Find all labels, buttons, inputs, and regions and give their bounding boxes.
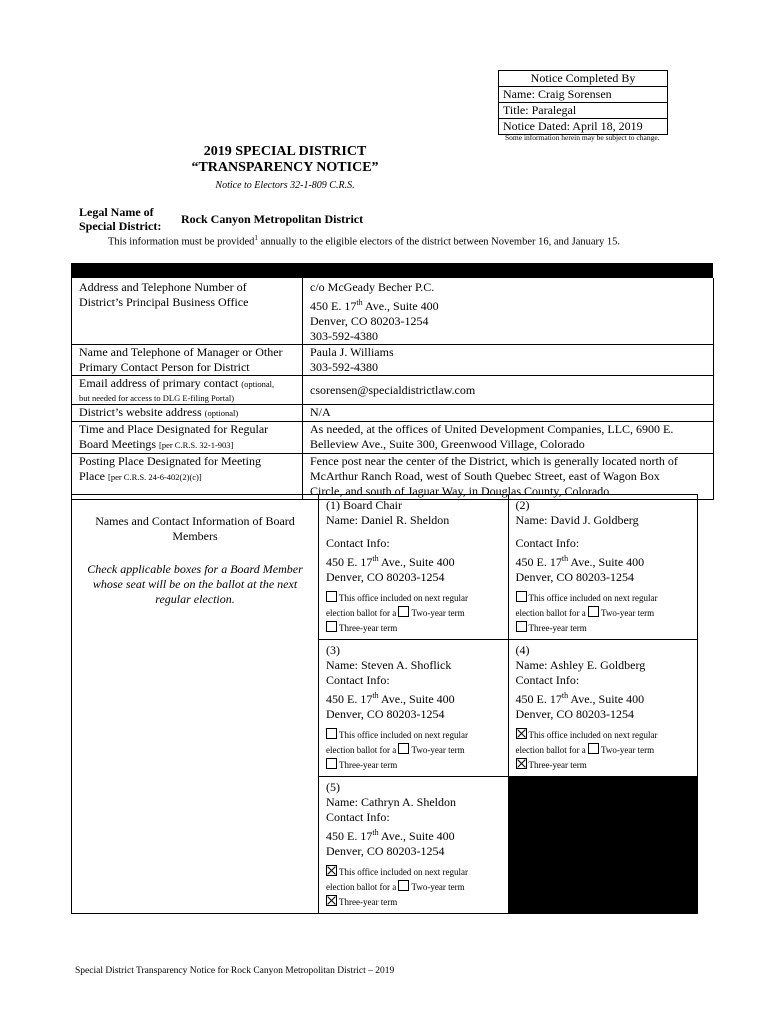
email-label-note: but needed for access to DLG E-filing Portal): [79, 393, 235, 403]
included-checkbox[interactable]: [326, 865, 337, 876]
notice-dated: Notice Dated: April 18, 2019: [499, 118, 667, 134]
address-phone: 303-592-4380: [310, 329, 378, 343]
notice-completed-box: [498, 70, 668, 135]
posting-statute: [per C.R.S. 24-6-402(2)(c)]: [108, 472, 202, 482]
member-name: Name: Ashley E. Goldberg: [515, 658, 646, 672]
street-a: 450 E. 17: [515, 692, 562, 706]
board-member-5: [319, 777, 509, 914]
address-city: Denver, CO 80203-1254: [310, 314, 429, 328]
member-name: Name: Steven A. Shoflick: [326, 658, 452, 672]
address-line-1: c/o McGeady Becher P.C.: [310, 280, 435, 294]
website-label-text: District’s website address: [79, 405, 205, 419]
board-member-1: [319, 495, 509, 640]
posting-line-1: Fence post near the center of the District, which is generally located north of: [310, 454, 678, 468]
included-label: This office included on next regular: [339, 867, 469, 877]
contact-info-label: Contact Info:: [515, 673, 580, 687]
posting-line-3: Circle, and south of Jaguar Way, in Douglas County, Colorado: [310, 484, 610, 498]
website-label: [72, 405, 303, 422]
street-a: 450 E. 17: [515, 555, 562, 569]
street-a: 450 E. 17: [310, 299, 357, 313]
disclaimer: Some information herein may be subject to change.: [505, 133, 660, 142]
street-sup: th: [372, 691, 379, 700]
address-label-2: District’s Principal Business Office: [79, 295, 249, 309]
two-year-checkbox[interactable]: [588, 606, 599, 617]
ballot-checkboxes: [516, 728, 691, 773]
ballot-label: election ballot for a: [515, 608, 586, 618]
member-city: Denver, CO 80203-1254: [515, 570, 634, 584]
board-member-2: [508, 495, 698, 640]
posting-value: [303, 454, 714, 500]
manager-label-2: Primary Contact Person for District: [79, 360, 250, 374]
member-number: (3): [326, 643, 340, 657]
street-b: Ave., Suite 400: [378, 692, 455, 706]
included-label: This office included on next regular: [528, 593, 658, 603]
included-checkbox[interactable]: [516, 728, 527, 739]
blank-black-cell: [508, 777, 698, 914]
street-b: Ave., Suite 400: [362, 299, 439, 313]
street-a: 450 E. 17: [326, 555, 373, 569]
notice-header: Notice Completed By: [530, 71, 636, 85]
manager-value: [303, 345, 714, 376]
address-label: [72, 278, 303, 345]
website-optional: (optional): [204, 408, 239, 418]
contact-info-label: Contact Info:: [326, 810, 390, 824]
website-value: N/A: [303, 405, 714, 422]
included-label: This office included on next regular: [339, 730, 469, 740]
contact-info-label: Contact Info:: [326, 536, 390, 550]
street-b: Ave., Suite 400: [568, 555, 645, 569]
street-a: 450 E. 17: [326, 829, 373, 843]
manager-name: Paula J. Williams: [310, 345, 394, 359]
included-label: This office included on next regular: [528, 730, 658, 740]
street-b: Ave., Suite 400: [568, 692, 645, 706]
member-street: [326, 825, 501, 844]
ballot-label: election ballot for a: [326, 882, 397, 892]
district-info-table: [71, 278, 714, 500]
page-title: 2019 SPECIAL DISTRICT: [203, 144, 367, 159]
included-label: This office included on next regular: [339, 593, 469, 603]
footnote-marker: 1: [254, 234, 258, 242]
three-year-label: Three-year term: [528, 760, 587, 770]
manager-phone: 303-592-4380: [310, 360, 378, 374]
member-street: [516, 551, 691, 570]
two-year-label: Two-year term: [411, 608, 465, 618]
two-year-label: Two-year term: [600, 608, 655, 618]
notice-title: Title: Paralegal: [499, 102, 667, 118]
email-row: [72, 376, 714, 405]
member-street: [326, 551, 501, 570]
posting-row: [72, 454, 714, 500]
notice-name: Name: Craig Sorensen: [499, 86, 667, 102]
info-requirement-line: [108, 234, 620, 248]
legal-label-line1: Legal Name of: [79, 205, 154, 219]
contact-info-label: Contact Info:: [326, 673, 390, 687]
contact-info-label: Contact Info:: [515, 536, 580, 550]
meetings-row: [72, 422, 714, 454]
posting-label-2: [79, 469, 295, 485]
ballot-checkboxes: [516, 591, 691, 636]
info-prefix: This information must be provided: [108, 236, 255, 248]
posting-label-text: Place: [79, 469, 108, 483]
meetings-value: [303, 422, 714, 454]
member-name: Name: Cathryn A. Sheldon: [326, 795, 456, 809]
three-year-checkbox[interactable]: [326, 621, 337, 632]
two-year-checkbox[interactable]: [398, 743, 409, 754]
manager-label: [72, 345, 303, 376]
ballot-checkboxes: [326, 591, 501, 636]
manager-label-1: Name and Telephone of Manager or Other: [79, 345, 283, 359]
three-year-label: Three-year term: [528, 623, 587, 633]
three-year-checkbox[interactable]: [516, 758, 527, 769]
info-suffix: annually to the eligible electors of the district between November 16, and January 15.: [257, 236, 621, 248]
manager-row: [72, 345, 714, 376]
meetings-label: [72, 422, 303, 454]
meetings-line-2: Belleview Ave., Suite 300, Greenwood Village, Colorado: [310, 437, 585, 451]
two-year-checkbox[interactable]: [398, 606, 409, 617]
three-year-label: Three-year term: [339, 623, 398, 633]
board-member-3: [319, 640, 509, 777]
meetings-statute: [per C.R.S. 32-1-903]: [159, 440, 234, 450]
email-label: [72, 376, 303, 405]
ballot-label: election ballot for a: [326, 608, 397, 618]
member-name: Name: David J. Goldberg: [515, 513, 639, 527]
member-number: (5): [326, 780, 340, 794]
two-year-label: Two-year term: [411, 745, 465, 755]
email-label-1: [79, 376, 295, 392]
two-year-label: Two-year term: [600, 745, 655, 755]
member-city: Denver, CO 80203-1254: [326, 844, 445, 858]
meetings-label-1: Time and Place Designated for Regular: [79, 422, 269, 436]
meetings-label-2: [79, 437, 295, 453]
member-number: (2): [515, 498, 530, 512]
two-year-checkbox[interactable]: [398, 880, 409, 891]
street-sup: th: [356, 298, 363, 307]
three-year-label: Three-year term: [339, 760, 398, 770]
member-city: Denver, CO 80203-1254: [326, 707, 445, 721]
ballot-checkboxes: [326, 728, 501, 773]
three-year-checkbox[interactable]: [516, 621, 527, 632]
included-checkbox[interactable]: [516, 591, 527, 602]
street-sup: th: [561, 554, 569, 563]
street-b: Ave., Suite 400: [378, 555, 455, 569]
meetings-label-text: Board Meetings: [79, 437, 159, 451]
member-number: (1) Board Chair: [326, 498, 402, 512]
two-year-label: Two-year term: [411, 882, 465, 892]
posting-label: [72, 454, 303, 500]
two-year-checkbox[interactable]: [588, 743, 599, 754]
board-member-4: [508, 640, 698, 777]
email-optional: (optional,: [241, 379, 275, 389]
three-year-label: Three-year term: [339, 897, 398, 907]
street-sup: th: [372, 554, 379, 563]
member-city: Denver, CO 80203-1254: [515, 707, 634, 721]
member-number: (4): [515, 643, 530, 657]
website-row: [72, 405, 714, 422]
street-sup: th: [372, 828, 379, 837]
page-subtitle: Notice to Electors 32-1-809 C.R.S.: [215, 180, 355, 191]
page-footer: Special District Transparency Notice for Rock Canyon Metropolitan District – 2019: [75, 966, 395, 976]
board-members-table: [71, 494, 698, 914]
posting-label-1: Posting Place Designated for Meeting: [79, 454, 261, 468]
legal-name-label: [79, 205, 161, 233]
district-name: Rock Canyon Metropolitan District: [181, 212, 364, 226]
included-checkbox[interactable]: [326, 591, 337, 602]
street-b: Ave., Suite 400: [378, 829, 455, 843]
member-name: Name: Daniel R. Sheldon: [326, 513, 450, 527]
street-a: 450 E. 17: [326, 692, 373, 706]
address-value: [303, 278, 714, 345]
ballot-label: election ballot for a: [326, 745, 397, 755]
ballot-checkboxes: [326, 865, 501, 910]
board-left-column: [72, 495, 319, 914]
three-year-checkbox[interactable]: [326, 758, 337, 769]
address-row: [72, 278, 714, 345]
street-sup: th: [561, 691, 569, 700]
posting-line-2: McArthur Ranch Road, west of South Quebec Street, east of Wagon Box: [310, 469, 660, 483]
included-checkbox[interactable]: [326, 728, 337, 739]
address-label-1: Address and Telephone Number of: [79, 280, 247, 294]
section-divider-bar: [71, 263, 713, 278]
meetings-line-1: As needed, at the offices of United Development Companies, LLC, 6900 E.: [310, 422, 674, 436]
legal-label-line2: Special District:: [79, 219, 162, 233]
member-street: [326, 688, 501, 707]
email-value: csorensen@specialdistrictlaw.com: [303, 376, 714, 405]
address-line-2: [310, 295, 706, 314]
three-year-checkbox[interactable]: [326, 895, 337, 906]
member-street: [516, 688, 691, 707]
member-city: Denver, CO 80203-1254: [326, 570, 445, 584]
ballot-label: election ballot for a: [515, 745, 586, 755]
board-left-instruction: Check applicable boxes for a Board Member whose seat will be on the ballot at the next regular election.: [87, 562, 303, 606]
page-title-2: “TRANSPARENCY NOTICE”: [191, 160, 379, 175]
email-label-text: Email address of primary contact: [79, 376, 242, 390]
board-left-title: Names and Contact Information of Board Members: [95, 514, 295, 543]
